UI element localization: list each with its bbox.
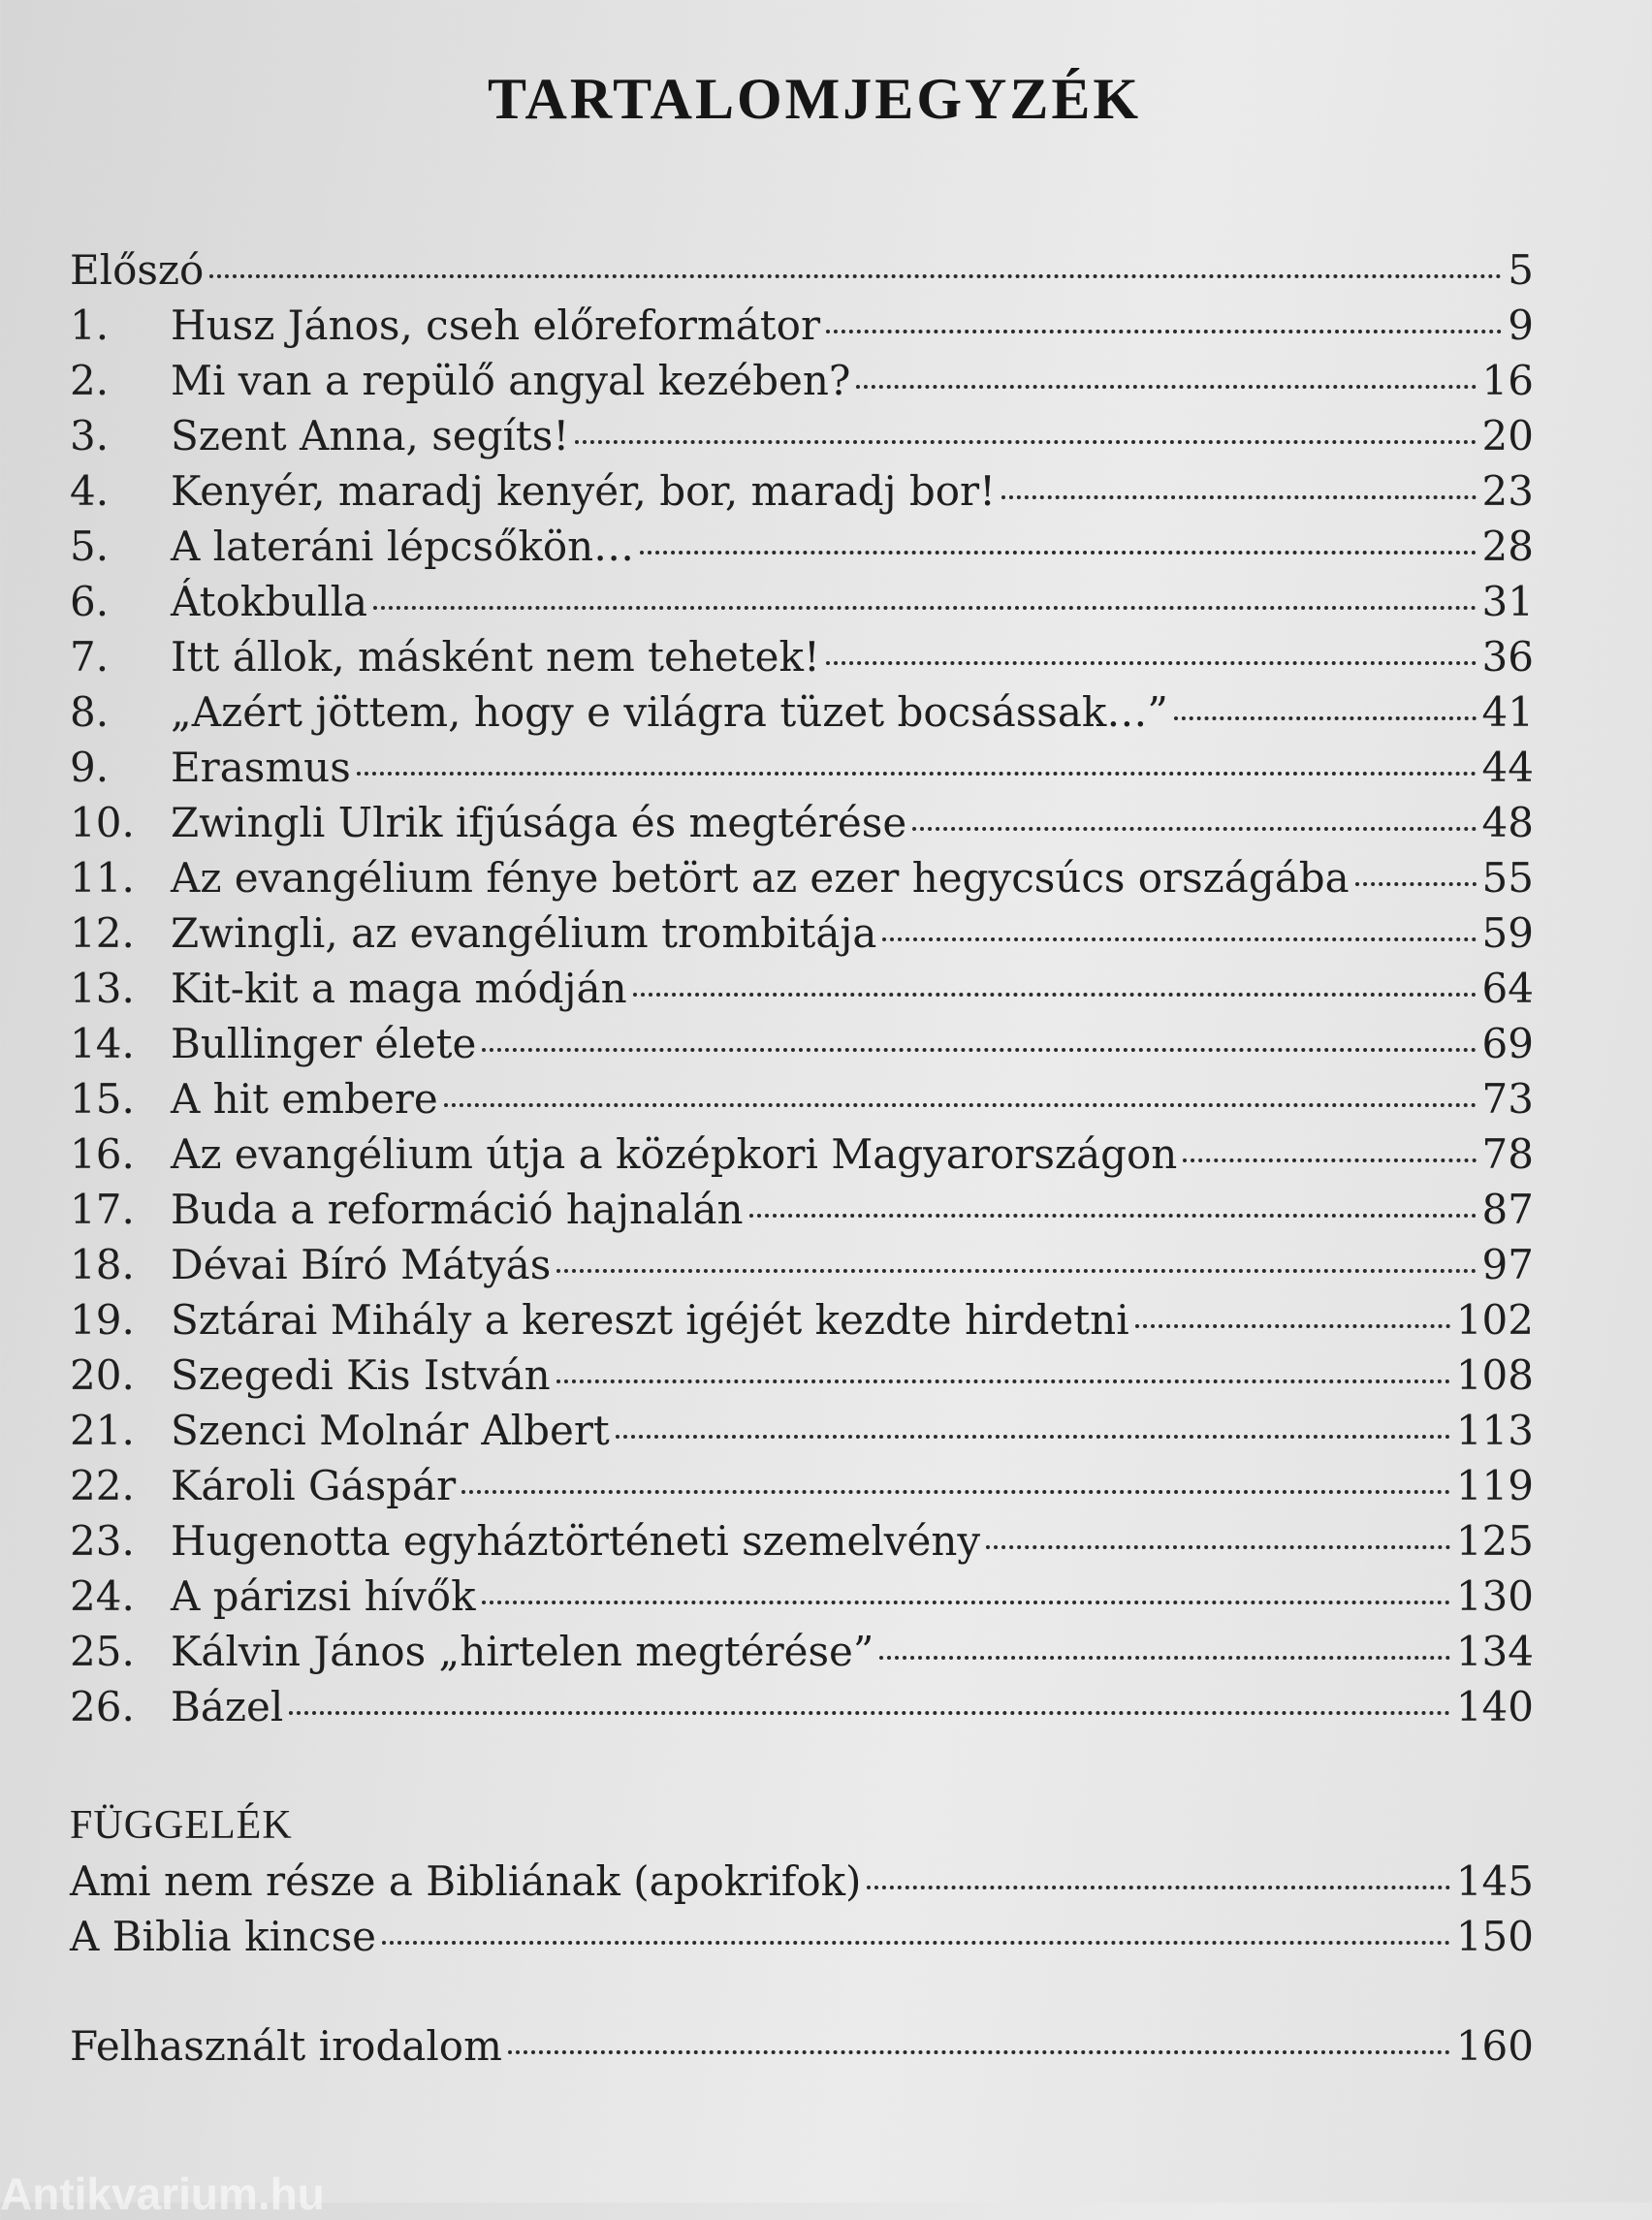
toc-entry-page: 20 <box>1481 412 1534 460</box>
toc-entry-label: Szent Anna, segíts! <box>171 412 570 460</box>
toc-entry-number: 19. <box>70 1296 135 1344</box>
toc-entry-label: Bullinger élete <box>171 1020 477 1067</box>
toc-entry-label: Kenyér, maradj kenyér, bor, maradj bor! <box>171 467 996 515</box>
toc-entry-label: Zwingli Ulrik ifjúsága és megtérése <box>171 799 907 846</box>
toc-entry <box>70 961 1534 1016</box>
dot-leader <box>1183 1158 1476 1162</box>
toc-entry-label: Zwingli, az evangélium trombitája <box>171 909 877 957</box>
toc-entry-label: Szenci Molnár Albert <box>171 1407 610 1454</box>
toc-entry-page: 41 <box>1481 688 1534 736</box>
toc-entry <box>70 1458 1534 1513</box>
toc-entry <box>70 1348 1534 1403</box>
toc-entry <box>70 519 1534 574</box>
toc-entry-label: Károli Gáspár <box>171 1462 457 1509</box>
toc-entry-page: 113 <box>1455 1407 1534 1454</box>
dot-leader <box>357 772 1477 776</box>
toc-entry <box>70 850 1534 905</box>
toc-entry-label: Az evangélium útja a középkori Magyarországon <box>171 1130 1178 1178</box>
toc-entry-page: 78 <box>1481 1130 1534 1178</box>
toc-entry-number: 26. <box>70 1683 135 1730</box>
toc-entry-number: 7. <box>70 633 110 681</box>
appendix-heading: FÜGGELÉK <box>70 1803 293 1848</box>
dot-leader <box>209 274 1502 278</box>
toc-entry-number: 16. <box>70 1130 135 1178</box>
toc-entry <box>70 740 1534 795</box>
toc-entry-label: „Azért jöttem, hogy e világra tüzet bocsássak…” <box>171 688 1168 736</box>
dot-leader <box>826 330 1502 333</box>
dot-leader <box>986 1545 1450 1549</box>
toc-entry <box>70 1854 1534 1909</box>
dot-leader <box>556 1269 1476 1273</box>
dot-leader <box>482 1601 1450 1604</box>
toc-entry <box>70 1182 1534 1237</box>
dot-leader <box>508 2050 1450 2054</box>
toc-entry <box>70 1126 1534 1182</box>
toc-entry-label: Ami nem része a Bibliának (apokrifok) <box>70 1857 862 1905</box>
toc-entry-label: A párizsi hívők <box>171 1572 476 1620</box>
dot-leader <box>382 1941 1450 1945</box>
dot-leader <box>749 1214 1477 1218</box>
watermark: Antikvarium.hu <box>0 2169 325 2219</box>
toc-entry-page: 102 <box>1455 1296 1534 1344</box>
dot-leader <box>461 1490 1450 1494</box>
table-of-contents <box>70 242 1534 2074</box>
toc-entry-number: 18. <box>70 1241 135 1288</box>
toc-entry-label: Erasmus <box>171 744 351 791</box>
toc-entry-preface <box>70 242 1534 298</box>
chapter-list <box>70 298 1534 1734</box>
toc-entry-number: 6. <box>70 578 110 625</box>
toc-entry <box>70 1292 1534 1348</box>
toc-entry-label: Husz János, cseh előreformátor <box>171 301 821 349</box>
toc-entry-page: 44 <box>1481 744 1534 791</box>
toc-entry-label: Előszó <box>70 246 205 294</box>
toc-entry-label: Hugenotta egyháztörténeti szemelvény <box>171 1517 981 1565</box>
toc-entry <box>70 1569 1534 1624</box>
toc-entry-page: 134 <box>1455 1628 1534 1675</box>
dot-leader <box>556 1380 1450 1383</box>
toc-entry-page: 87 <box>1481 1186 1534 1233</box>
toc-entry-label: Buda a reformáció hajnalán <box>171 1186 744 1233</box>
toc-entry-number: 5. <box>70 523 110 570</box>
dot-leader <box>1001 495 1477 499</box>
toc-entry-number: 14. <box>70 1020 135 1067</box>
page-title: TARTALOMJEGYZÉK <box>487 67 1142 131</box>
toc-entry-number: 12. <box>70 909 135 957</box>
toc-entry <box>70 684 1534 740</box>
toc-entry-page: 64 <box>1481 965 1534 1012</box>
dot-leader <box>640 551 1476 555</box>
toc-entry-page: 145 <box>1455 1857 1534 1905</box>
toc-entry-number: 2. <box>70 357 110 404</box>
dot-leader <box>444 1103 1477 1107</box>
toc-entry-label: Sztárai Mihály a kereszt igéjét kezdte hirdetni <box>171 1296 1129 1344</box>
toc-entry-page: 5 <box>1508 246 1534 294</box>
toc-entry-label: A lateráni lépcsőkön… <box>171 523 635 570</box>
toc-entry-label: Kit-kit a maga módján <box>171 965 627 1012</box>
toc-entry <box>70 408 1534 463</box>
toc-entry-number: 10. <box>70 799 135 846</box>
toc-entry-bibliography <box>70 2018 1534 2074</box>
toc-entry-page: 55 <box>1481 854 1534 902</box>
toc-entry-number: 1. <box>70 301 110 349</box>
toc-entry <box>70 629 1534 684</box>
toc-entry-page: 108 <box>1455 1351 1534 1399</box>
toc-entry-page: 28 <box>1481 523 1534 570</box>
dot-leader <box>879 1656 1449 1660</box>
dot-leader <box>1174 716 1477 720</box>
toc-entry-page: 97 <box>1481 1241 1534 1288</box>
appendix-list <box>70 1854 1534 1964</box>
dot-leader <box>482 1048 1476 1052</box>
toc-entry-page: 160 <box>1455 2022 1534 2070</box>
toc-entry-number: 11. <box>70 854 135 902</box>
toc-entry-number: 17. <box>70 1186 135 1233</box>
toc-entry-page: 59 <box>1481 909 1534 957</box>
dot-leader <box>616 1435 1450 1439</box>
toc-entry <box>70 463 1534 519</box>
toc-entry <box>70 905 1534 961</box>
dot-leader <box>826 661 1477 665</box>
dot-leader <box>912 827 1476 831</box>
toc-entry <box>70 1403 1534 1458</box>
toc-entry-label: Bázel <box>171 1683 284 1730</box>
toc-entry-label: Szegedi Kis István <box>171 1351 551 1399</box>
toc-entry-label: A hit embere <box>171 1075 438 1123</box>
toc-entry-number: 20. <box>70 1351 135 1399</box>
toc-entry-number: 21. <box>70 1407 135 1454</box>
toc-entry-page: 130 <box>1455 1572 1534 1620</box>
toc-entry-page: 16 <box>1481 357 1534 404</box>
toc-entry-page: 31 <box>1481 578 1534 625</box>
toc-entry-page: 125 <box>1455 1517 1534 1565</box>
toc-entry <box>70 1016 1534 1071</box>
toc-entry <box>70 1909 1534 1964</box>
dot-leader <box>373 606 1476 610</box>
dot-leader <box>1355 882 1477 886</box>
toc-entry <box>70 1513 1534 1569</box>
toc-entry <box>70 574 1534 629</box>
toc-entry-label: Mi van a repülő angyal kezében? <box>171 357 851 404</box>
dot-leader <box>633 993 1477 997</box>
dot-leader <box>1135 1324 1450 1328</box>
dot-leader <box>856 385 1476 389</box>
toc-entry-page: 23 <box>1481 467 1534 515</box>
toc-entry-number: 4. <box>70 467 110 515</box>
toc-entry-number: 22. <box>70 1462 135 1509</box>
toc-entry <box>70 1237 1534 1292</box>
toc-entry-number: 25. <box>70 1628 135 1675</box>
toc-entry-number: 3. <box>70 412 110 460</box>
toc-entry-number: 24. <box>70 1572 135 1620</box>
toc-entry-page: 48 <box>1481 799 1534 846</box>
toc-entry-number: 23. <box>70 1517 135 1565</box>
toc-entry-number: 8. <box>70 688 110 736</box>
toc-entry-label: Átokbulla <box>171 578 368 625</box>
dot-leader <box>882 937 1476 941</box>
toc-entry-label: Az evangélium fénye betört az ezer hegycsúcs országába <box>171 854 1350 902</box>
toc-entry-label: Felhasznált irodalom <box>70 2022 502 2070</box>
toc-entry-number: 13. <box>70 965 135 1012</box>
toc-entry-label: Kálvin János „hirtelen megtérése” <box>171 1628 874 1675</box>
toc-entry-page: 73 <box>1481 1075 1534 1123</box>
toc-entry-page: 140 <box>1455 1683 1534 1730</box>
toc-entry-label: Dévai Bíró Mátyás <box>171 1241 552 1288</box>
toc-entry <box>70 298 1534 353</box>
toc-entry-page: 36 <box>1481 633 1534 681</box>
dot-leader <box>289 1711 1450 1715</box>
toc-entry-label: A Biblia kincse <box>70 1913 376 1960</box>
toc-entry <box>70 353 1534 408</box>
toc-entry <box>70 1624 1534 1679</box>
toc-entry-page: 9 <box>1508 301 1534 349</box>
dot-leader <box>867 1886 1449 1889</box>
toc-entry-page: 119 <box>1455 1462 1534 1509</box>
toc-entry <box>70 1071 1534 1126</box>
toc-entry-page: 69 <box>1481 1020 1534 1067</box>
dot-leader <box>575 440 1476 444</box>
toc-entry <box>70 795 1534 850</box>
toc-entry-page: 150 <box>1455 1913 1534 1960</box>
toc-entry-number: 9. <box>70 744 110 791</box>
toc-entry-label: Itt állok, másként nem tehetek! <box>171 633 820 681</box>
toc-entry-number: 15. <box>70 1075 135 1123</box>
toc-entry <box>70 1679 1534 1734</box>
